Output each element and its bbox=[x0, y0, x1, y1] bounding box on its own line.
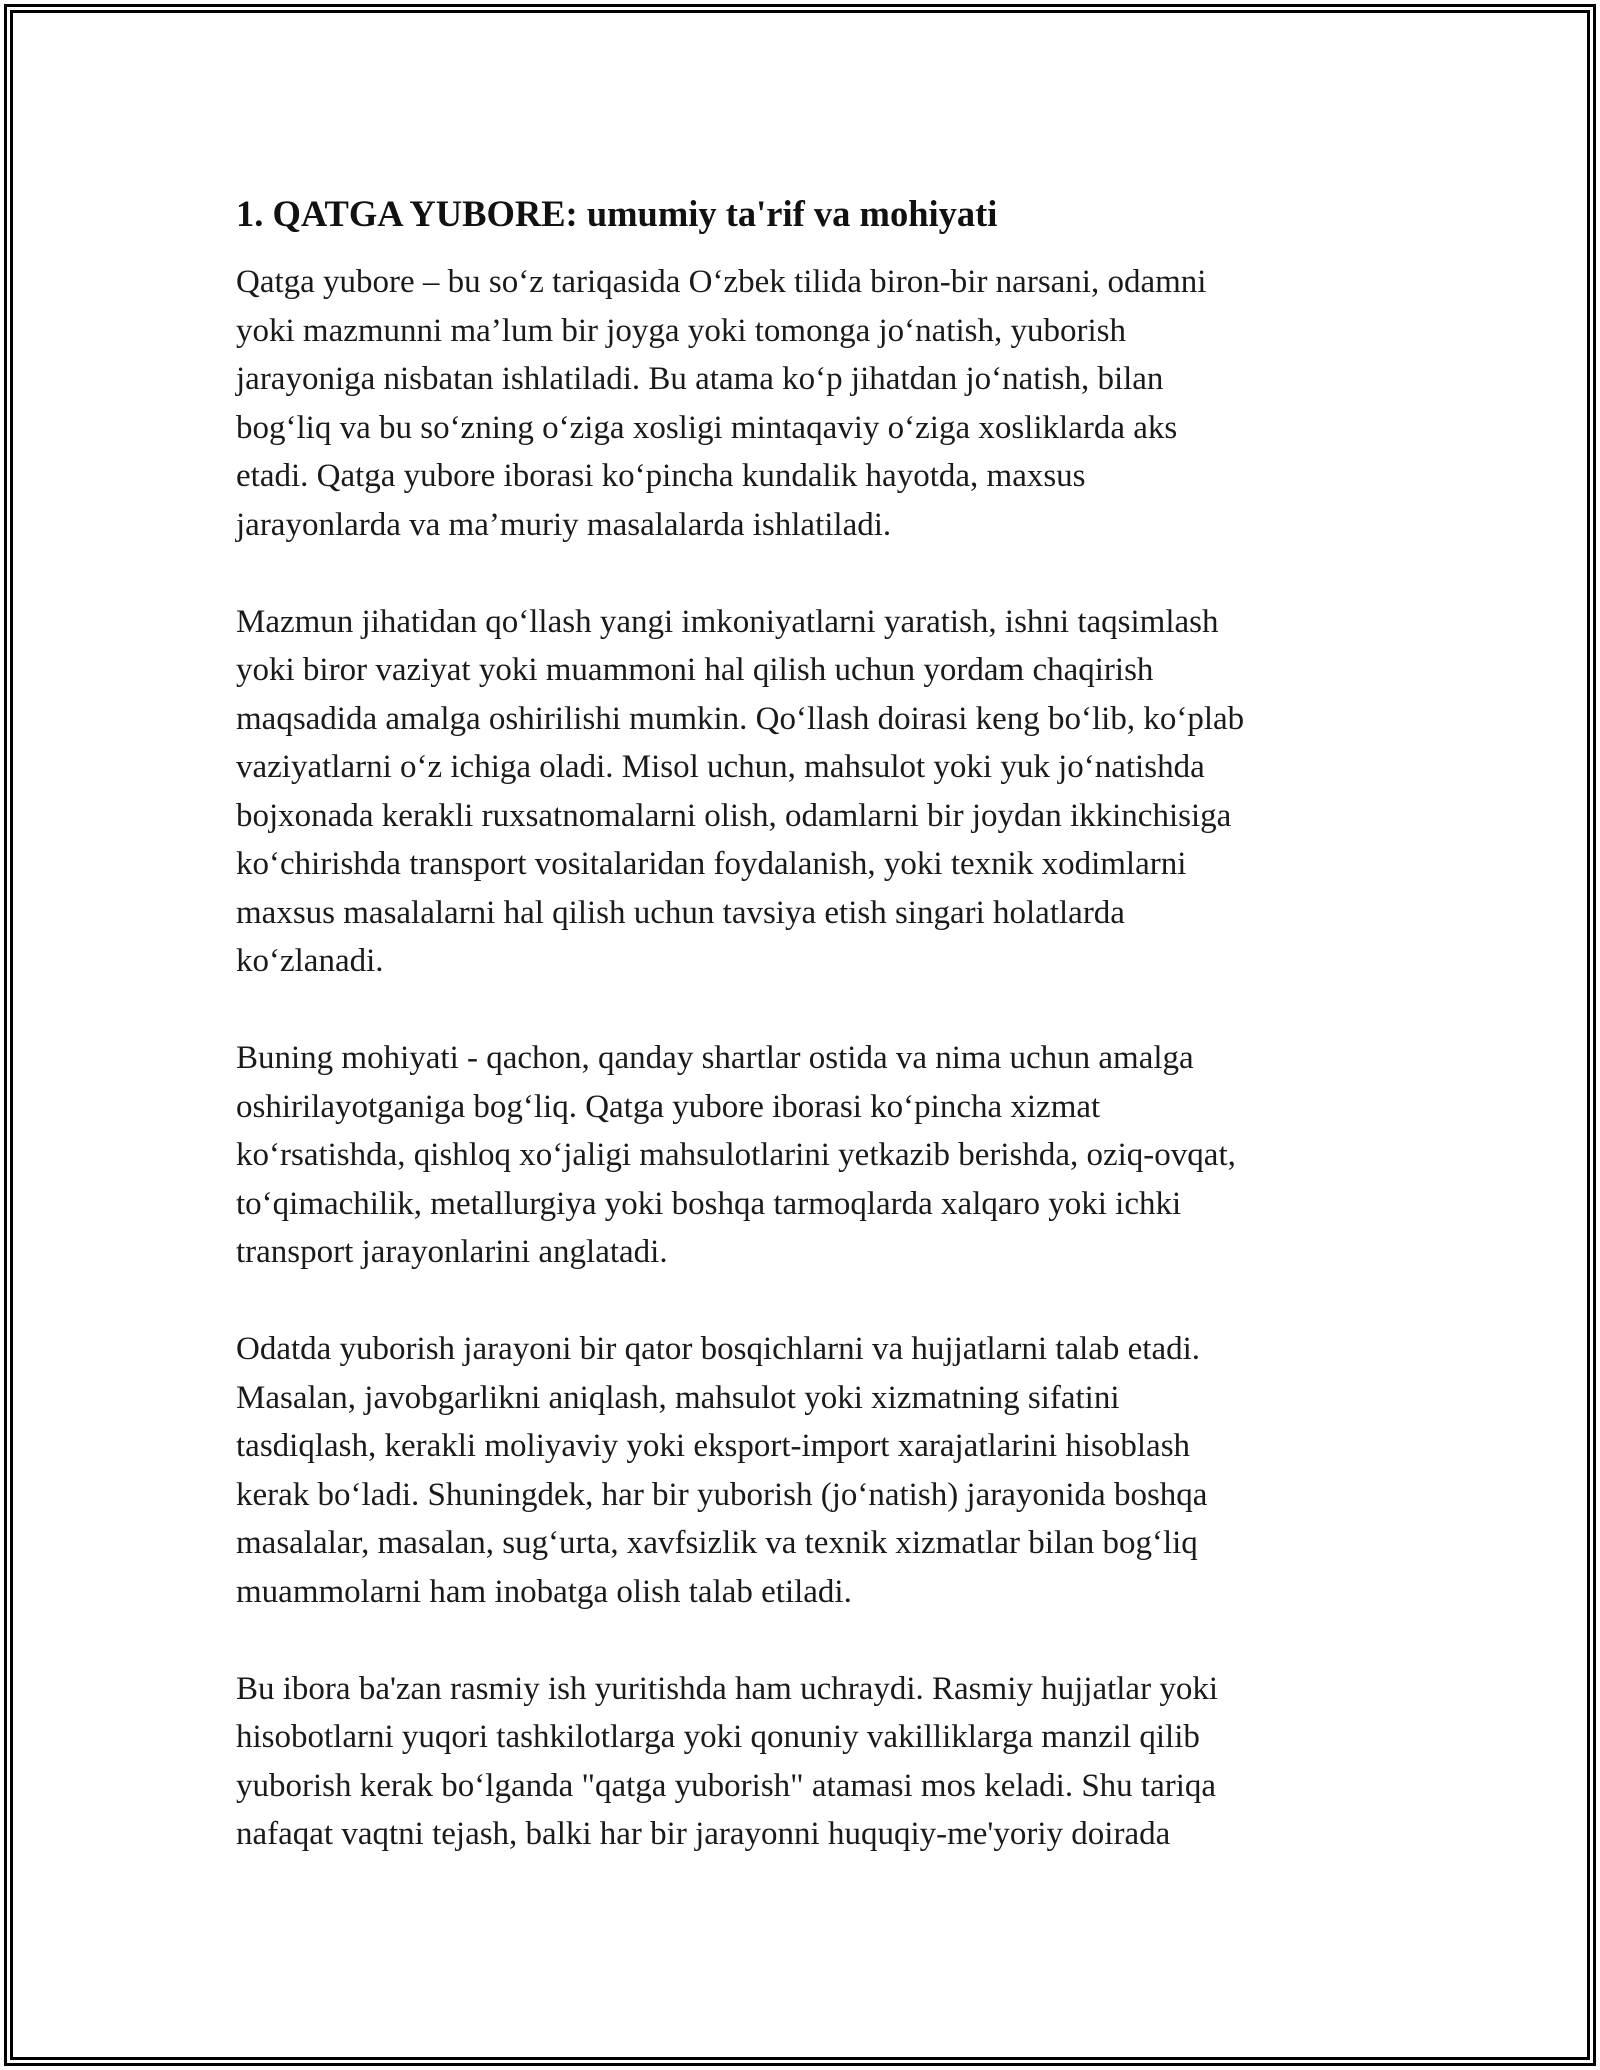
paragraph-official-use bbox=[236, 1665, 1366, 1859]
text-line: jarayonlarda va ma’muriy masalalarda ishlatiladi. bbox=[236, 506, 892, 543]
text-line: nafaqat vaqtni tejash, balki har bir jarayonni huquqiy-me'yoriy doirada bbox=[236, 1816, 1171, 1852]
text-line: Mazmun jihatidan qo‘llash yangi imkoniyatlarni yaratish, ishni taqsimlash bbox=[236, 603, 1219, 640]
text-line: oshirilayotganiga bog‘liq. Qatga yubore iborasi ko‘pincha xizmat bbox=[236, 1088, 1101, 1125]
text-line: kerak bo‘ladi. Shuningdek, har bir yuborish (jo‘natish) jarayonida boshqa bbox=[236, 1476, 1208, 1513]
text-line: Odatda yuborish jarayoni bir qator bosqichlarni va hujjatlarni talab etadi. bbox=[236, 1331, 1201, 1367]
text-line: yoki biror vaziyat yoki muammoni hal qilish uchun yordam chaqirish bbox=[236, 652, 1154, 688]
document-title: 1. QATGA YUBORE: umumiy ta'rif va mohiyati bbox=[236, 193, 998, 234]
paragraph-definition bbox=[236, 258, 1366, 549]
text-line: tasdiqlash, kerakli moliyaviy yoki eksport-import xarajatlarini hisoblash bbox=[236, 1428, 1191, 1464]
text-line: ko‘rsatishda, qishloq xo‘jaligi mahsulotlarini yetkazib berishda, oziq-ovqat, bbox=[236, 1137, 1236, 1173]
paragraph-usage bbox=[236, 598, 1366, 986]
paragraph-process bbox=[236, 1325, 1366, 1616]
text-line: transport jarayonlarini anglatadi. bbox=[236, 1234, 668, 1270]
text-line: maxsus masalalarni hal qilish uchun tavsiya etish singari holatlarda bbox=[236, 894, 1125, 931]
document-body bbox=[236, 190, 1366, 1907]
text-line: vaziyatlarni o‘z ichiga oladi. Misol uchun, mahsulot yoki yuk jo‘natishda bbox=[236, 749, 1205, 785]
paragraph-essence bbox=[236, 1034, 1366, 1277]
text-line: maqsadida amalga oshirilishi mumkin. Qo‘llash doirasi keng bo‘lib, ko‘plab bbox=[236, 700, 1245, 737]
text-line: yoki mazmunni ma’lum bir joyga yoki tomonga jo‘natish, yuborish bbox=[236, 312, 1126, 349]
text-line: muammolarni ham inobatga olish talab etiladi. bbox=[236, 1573, 852, 1610]
text-line: Bu ibora ba'zan rasmiy ish yuritishda ham uchraydi. Rasmiy hujjatlar yoki bbox=[236, 1670, 1218, 1707]
text-line: bojxonada kerakli ruxsatnomalarni olish, odamlarni bir joydan ikkinchisiga bbox=[236, 797, 1232, 834]
text-line: ko‘chirishda transport vositalaridan foydalanish, yoki texnik xodimlarni bbox=[236, 846, 1187, 882]
text-line: etadi. Qatga yubore iborasi ko‘pincha kundalik hayotda, maxsus bbox=[236, 458, 1086, 494]
text-line: Qatga yubore – bu so‘z tariqasida O‘zbek tilida biron-bir narsani, odamni bbox=[236, 264, 1207, 300]
text-line: jarayoniga nisbatan ishlatiladi. Bu atama ko‘p jihatdan jo‘natish, bilan bbox=[236, 361, 1164, 397]
text-line: ko‘zlanadi. bbox=[236, 943, 384, 979]
text-line: yuborish kerak bo‘lganda "qatga yuborish" atamasi mos keladi. Shu tariqa bbox=[236, 1767, 1217, 1804]
text-line: bog‘liq va bu so‘zning o‘ziga xosligi mintaqaviy o‘ziga xosliklarda aks bbox=[236, 409, 1178, 446]
text-line: masalalar, masalan, sug‘urta, xavfsizlik va texnik xizmatlar bilan bog‘liq bbox=[236, 1525, 1198, 1561]
text-line: Buning mohiyati - qachon, qanday shartlar ostida va nima uchun amalga bbox=[236, 1040, 1194, 1076]
text-line: Masalan, javobgarlikni aniqlash, mahsulot yoki xizmatning sifatini bbox=[236, 1379, 1120, 1416]
text-line: to‘qimachilik, metallurgiya yoki boshqa tarmoqlarda xalqaro yoki ichki bbox=[236, 1185, 1182, 1222]
text-line: hisobotlarni yuqori tashkilotlarga yoki qonuniy vakilliklarga manzil qilib bbox=[236, 1719, 1200, 1755]
